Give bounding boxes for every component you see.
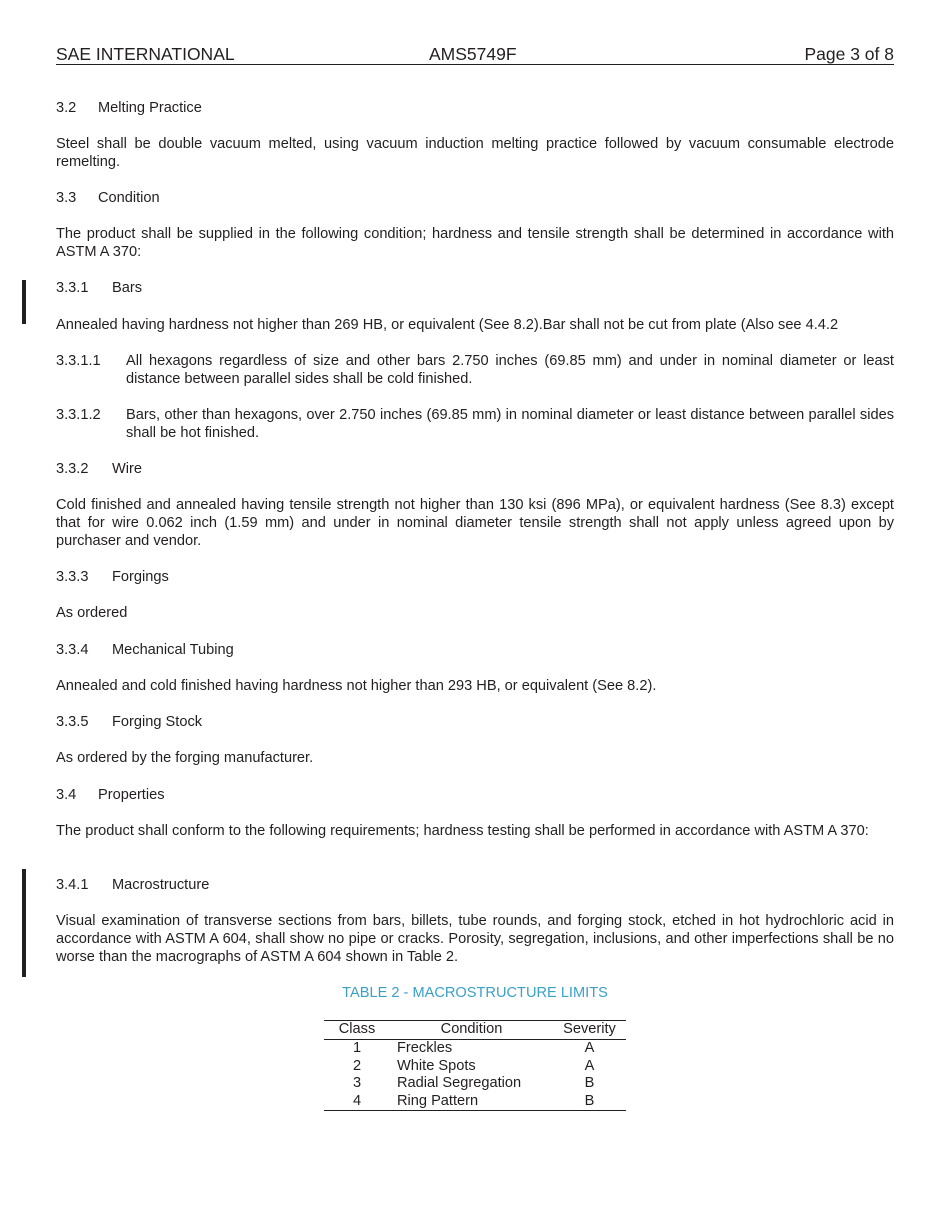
section-text-3-3-3: As ordered — [56, 605, 128, 621]
table-row — [324, 1040, 626, 1058]
cell-severity: B — [584, 1075, 595, 1091]
section-text-3-2: Steel shall be double vacuum melted, using vacuum induction melting practice followed by vacuum consumable electrode remelting. — [56, 136, 894, 170]
cell-class: 2 — [352, 1057, 362, 1074]
section-text-3-3-1: Annealed having hardness not higher than 269 HB, or equivalent (See 8.2).Bar shall not be cut from plate (Also see 4.4.2 — [56, 317, 839, 333]
table-caption: TABLE 2 - MACROSTRUCTURE LIMITS — [342, 985, 608, 1001]
section-text-3-3: The product shall be supplied in the following condition; hardness and tensile strength shall be determined in accordance with ASTM A 370: — [56, 226, 894, 260]
subsection-3-3-1-1: 3.3.1.1 All hexagons regardless of size and other bars 2.750 inches (69.85 mm) and under in nominal diameter or least distance between parallel sides shall be cold finished. — [56, 353, 894, 387]
table-row — [324, 1058, 626, 1076]
cell-severity: B — [553, 1093, 626, 1111]
table-header-row — [324, 1021, 626, 1040]
table-row — [324, 1093, 626, 1111]
table-row — [324, 1075, 626, 1093]
cell-condition: White Spots — [397, 1057, 476, 1074]
revision-change-bar — [22, 280, 26, 324]
section-text-3-4-1: Visual examination of transverse sections from bars, billets, tube rounds, and forging stock, etched in hot hydrochloric acid in accordance with ASTM A 604, shall show no pipe or cracks. Porosity, segregation, inclusions, and other imperfections shall be no worse than the macrographs of ASTM A 604 shown in Table 2. — [56, 913, 894, 965]
section-heading-3-4-1: 3.4.1 Macrostructure — [56, 877, 210, 893]
section-text-3-3-4: Annealed and cold finished having hardness not higher than 293 HB, or equivalent (See 8.2). — [56, 678, 657, 694]
cell-condition: Freckles — [397, 1040, 453, 1056]
header-doc-id: AMS5749F — [429, 44, 517, 64]
section-heading-3-4: 3.4 Properties — [56, 787, 165, 803]
cell-condition: Radial Segregation — [397, 1075, 522, 1091]
section-heading-3-2: 3.2 Melting Practice — [56, 100, 202, 116]
column-header-severity: Severity — [553, 1021, 626, 1040]
revision-change-bar — [22, 869, 26, 977]
column-header-condition: Condition — [390, 1021, 553, 1040]
section-heading-3-3-1: 3.3.1 Bars — [56, 280, 143, 296]
section-heading-3-3: 3.3 Condition — [56, 190, 160, 206]
section-heading-3-3-2: 3.3.2 Wire — [56, 461, 142, 477]
macrostructure-limits-table — [324, 1020, 626, 1111]
section-heading-3-3-5: 3.3.5 Forging Stock — [56, 714, 203, 730]
cell-condition: Ring Pattern — [390, 1093, 553, 1111]
header-org: SAE INTERNATIONAL — [56, 44, 235, 64]
section-heading-3-3-3: 3.3.3 Forgings — [56, 569, 169, 585]
section-text-3-3-2: Cold finished and annealed having tensile strength not higher than 130 ksi (896 MPa), or equivalent hardness (See 8.3) except that for wire 0.062 inch (1.59 mm) and under in nominal diameter tensile strength shall not apply unless agreed upon by purchaser and vendor. — [56, 497, 894, 549]
column-header-class: Class — [324, 1021, 390, 1040]
subsection-3-3-1-2: 3.3.1.2 Bars, other than hexagons, over 2.750 inches (69.85 mm) in nominal diameter or least distance between parallel sides shall be hot finished. — [56, 407, 894, 441]
header-page-number: Page 3 of 8 — [804, 44, 894, 64]
section-heading-3-3-4: 3.3.4 Mechanical Tubing — [56, 642, 234, 658]
page-header — [56, 44, 894, 65]
cell-class: 3 — [352, 1075, 362, 1091]
cell-class: 1 — [352, 1040, 362, 1056]
cell-severity: A — [584, 1057, 595, 1074]
cell-severity: A — [584, 1040, 595, 1056]
section-text-3-3-5: As ordered by the forging manufacturer. — [56, 750, 314, 766]
cell-class: 4 — [324, 1093, 390, 1111]
section-text-3-4: The product shall conform to the following requirements; hardness testing shall be performed in accordance with ASTM A 370: — [56, 823, 869, 839]
